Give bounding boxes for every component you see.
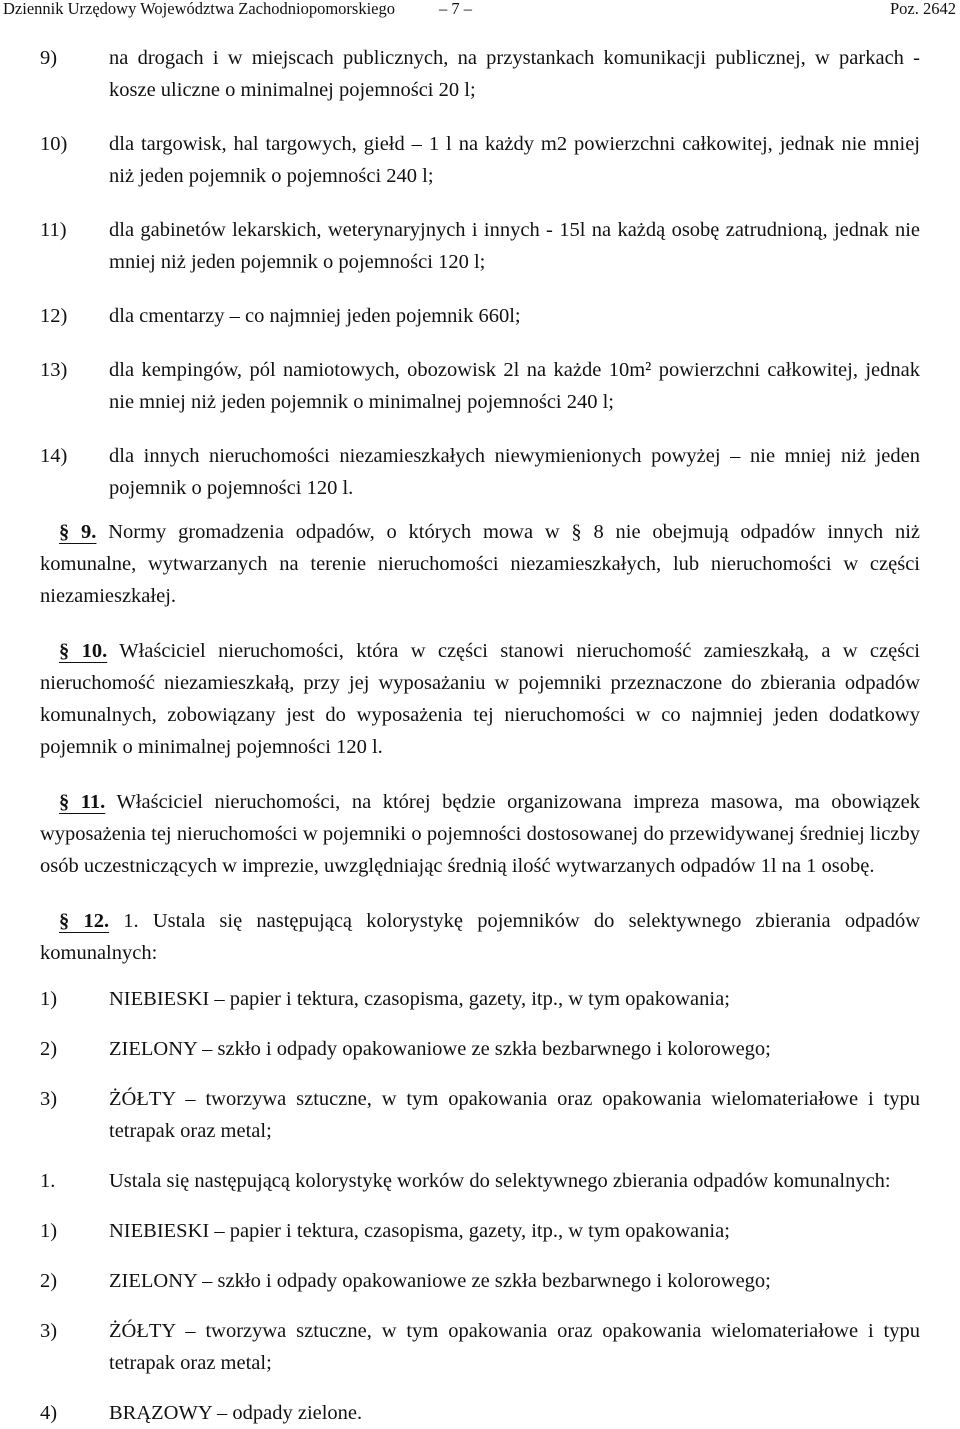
list-item	[40, 300, 920, 332]
paragraph-number: § 11.	[59, 791, 106, 813]
list-item	[40, 354, 920, 418]
paragraph-text: Właściciel nieruchomości, na której będzie organizowana impreza masowa, ma obowiązek wyposażenia tej nieruchomości w pojemniki o pojemności dostosowanej do przewidywanej średniej liczby osób uczestniczących w imprezie, uwzględniając średnią ilość wytwarzanych odpadów 1l na 1 osobę.	[40, 791, 920, 877]
list-item-text: NIEBIESKI – papier i tektura, czasopisma, gazety, itp., w tym opakowania;	[109, 988, 730, 1010]
list-item-text: Ustala się następującą kolorystykę worków do selektywnego zbierania odpadów komunalnych:	[109, 1170, 891, 1192]
list-item-number: 3)	[40, 1320, 58, 1342]
paragraph-9	[40, 516, 920, 612]
list-item-text: BRĄZOWY – odpady zielone.	[109, 1402, 363, 1424]
paragraph-12	[40, 905, 920, 969]
list-item	[40, 1397, 920, 1429]
bags-intro	[40, 1165, 920, 1197]
list-item	[40, 214, 920, 278]
list-item-text: dla cmentarzy – co najmniej jeden pojemnik 660l;	[109, 305, 521, 327]
list-item-text: dla kempingów, pól namiotowych, obozowisk 2l na każde 10m² powierzchni całkowitej, jednak nie mniej niż jeden pojemnik o minimalnej pojemności 240 l;	[109, 359, 920, 413]
list-item-number: 2)	[40, 1270, 58, 1292]
list-item-number: 12)	[40, 305, 68, 327]
list-item-number: 11)	[40, 219, 67, 241]
list-item-number: 1)	[40, 988, 58, 1010]
list-item-number: 3)	[40, 1088, 58, 1110]
list-item-number: 1.	[40, 1170, 56, 1192]
list-item-text: ŻÓŁTY – tworzywa sztuczne, w tym opakowania oraz opakowania wielomateriałowe i typu tetrapak oraz metal;	[109, 1320, 920, 1374]
list-item-text: dla targowisk, hal targowych, giełd – 1 l na każdy m2 powierzchni całkowitej, jednak nie mniej niż jeden pojemnik o pojemności 240 l;	[109, 133, 920, 187]
paragraph-text: 1. Ustala się następującą kolorystykę pojemników do selektywnego zbierania odpadów komunalnych:	[40, 910, 920, 964]
paragraph-number: § 10.	[59, 640, 108, 662]
list-item-text: na drogach i w miejscach publicznych, na przystankach komunikacji publicznej, w parkach - kosze uliczne o minimalnej pojemności 20 l;	[109, 47, 920, 101]
bag-color-list	[40, 1215, 920, 1429]
journal-title: Dziennik Urzędowy Województwa Zachodniopomorskiego	[3, 0, 395, 18]
list-item	[40, 1083, 920, 1147]
list-item-text: NIEBIESKI – papier i tektura, czasopisma, gazety, itp., w tym opakowania;	[109, 1220, 730, 1242]
page-header	[0, 0, 960, 20]
list-item-number: 2)	[40, 1038, 58, 1060]
list-item	[40, 128, 920, 192]
paragraph-text: Właściciel nieruchomości, która w części stanowi nieruchomość zamieszkałą, a w części nieruchomość niezamieszkałą, przy jej wyposażaniu w pojemniki przeznaczone do zbierania odpadów komunalnych, zobowiązany jest do wyposażenia tej nieruchomości w co najmniej jeden dodatkowy pojemnik o minimalnej pojemności 120 l.	[40, 640, 921, 758]
list-item-text: dla gabinetów lekarskich, weterynaryjnych i innych - 15l na każdą osobę zatrudnioną, jednak nie mniej niż jeden pojemnik o pojemności 120 l;	[109, 219, 920, 273]
paragraph-number: § 12.	[59, 910, 110, 932]
paragraph-11	[40, 786, 920, 882]
list-item-text: dla innych nieruchomości niezamieszkałych niewymienionych powyżej – nie mniej niż jeden pojemnik o pojemności 120 l.	[109, 445, 920, 499]
list-item-text: ZIELONY – szkło i odpady opakowaniowe ze szkła bezbarwnego i kolorowego;	[109, 1270, 771, 1292]
list-item	[40, 1315, 920, 1379]
list-item	[40, 1265, 920, 1297]
list-item-number: 13)	[40, 359, 68, 381]
paragraph-10	[40, 635, 920, 763]
position-number: Poz. 2642	[890, 0, 956, 18]
page-number: – 7 –	[439, 0, 472, 18]
list-item-text: ZIELONY – szkło i odpady opakowaniowe ze szkła bezbarwnego i kolorowego;	[109, 1038, 771, 1060]
paragraph-text: Normy gromadzenia odpadów, o których mowa w § 8 nie obejmują odpadów innych niż komunalne, wytwarzanych na terenie nieruchomości niezamieszkałych, lub nieruchomości w części niezamieszkałej.	[40, 521, 921, 607]
list-item	[40, 983, 920, 1015]
list-item	[40, 440, 920, 504]
list-item-number: 9)	[40, 47, 58, 69]
list-item-number: 1)	[40, 1220, 58, 1242]
list-item-number: 14)	[40, 445, 68, 467]
paragraph-number: § 9.	[59, 521, 97, 543]
list-item-text: ŻÓŁTY – tworzywa sztuczne, w tym opakowania oraz opakowania wielomateriałowe i typu tetrapak oraz metal;	[109, 1088, 920, 1142]
list-item-number: 10)	[40, 133, 68, 155]
document-body	[40, 42, 920, 1429]
list-item	[40, 1033, 920, 1065]
container-color-list	[40, 983, 920, 1197]
list-item	[40, 1215, 920, 1247]
list-item-number: 4)	[40, 1402, 58, 1424]
list-item	[40, 42, 920, 106]
